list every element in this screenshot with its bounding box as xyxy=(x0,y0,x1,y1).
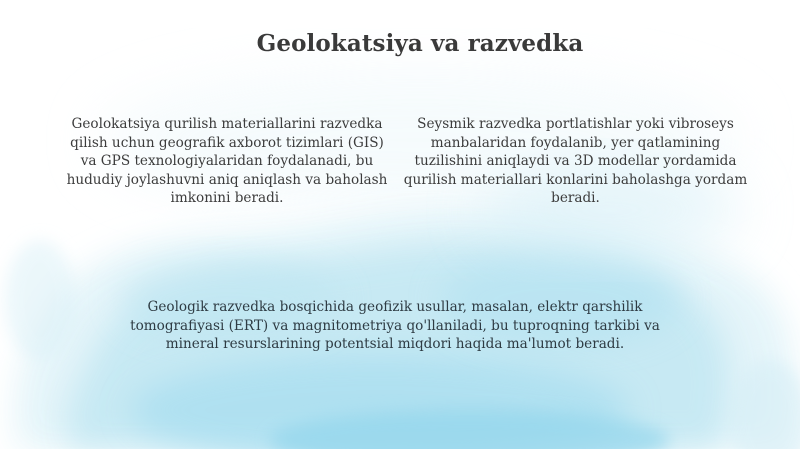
text-block-geophysics: Geologik razvedka bosqichida geofizik usullar, masalan, elektr qarshilik tomografiyasi (ERT) va magnitometriya qo'llaniladi, bu tuproqning tarkibi va mineral resurslarining potentsial miqdori haqida ma'lumot beradi. xyxy=(130,299,660,352)
text-block-gis: Geolokatsiya qurilish materiallarini razvedka qilish uchun geografik axborot tizimlari (GIS) va GPS texnologiyalaridan foydalanadi, bu hududiy joylashuvni aniq aniqlash va baholash imkonini beradi. xyxy=(66,116,388,206)
slide-title: Geolokatsiya va razvedka xyxy=(256,30,584,57)
text-block-seismic: Seysmik razvedka portlatishlar yoki vibroseys manbalaridan foydalanib, yer qatlamining tuzilishini aniqlaydi va 3D modellar yordamida qurilish materiallari konlarini baholashga yordam beradi. xyxy=(403,116,748,206)
